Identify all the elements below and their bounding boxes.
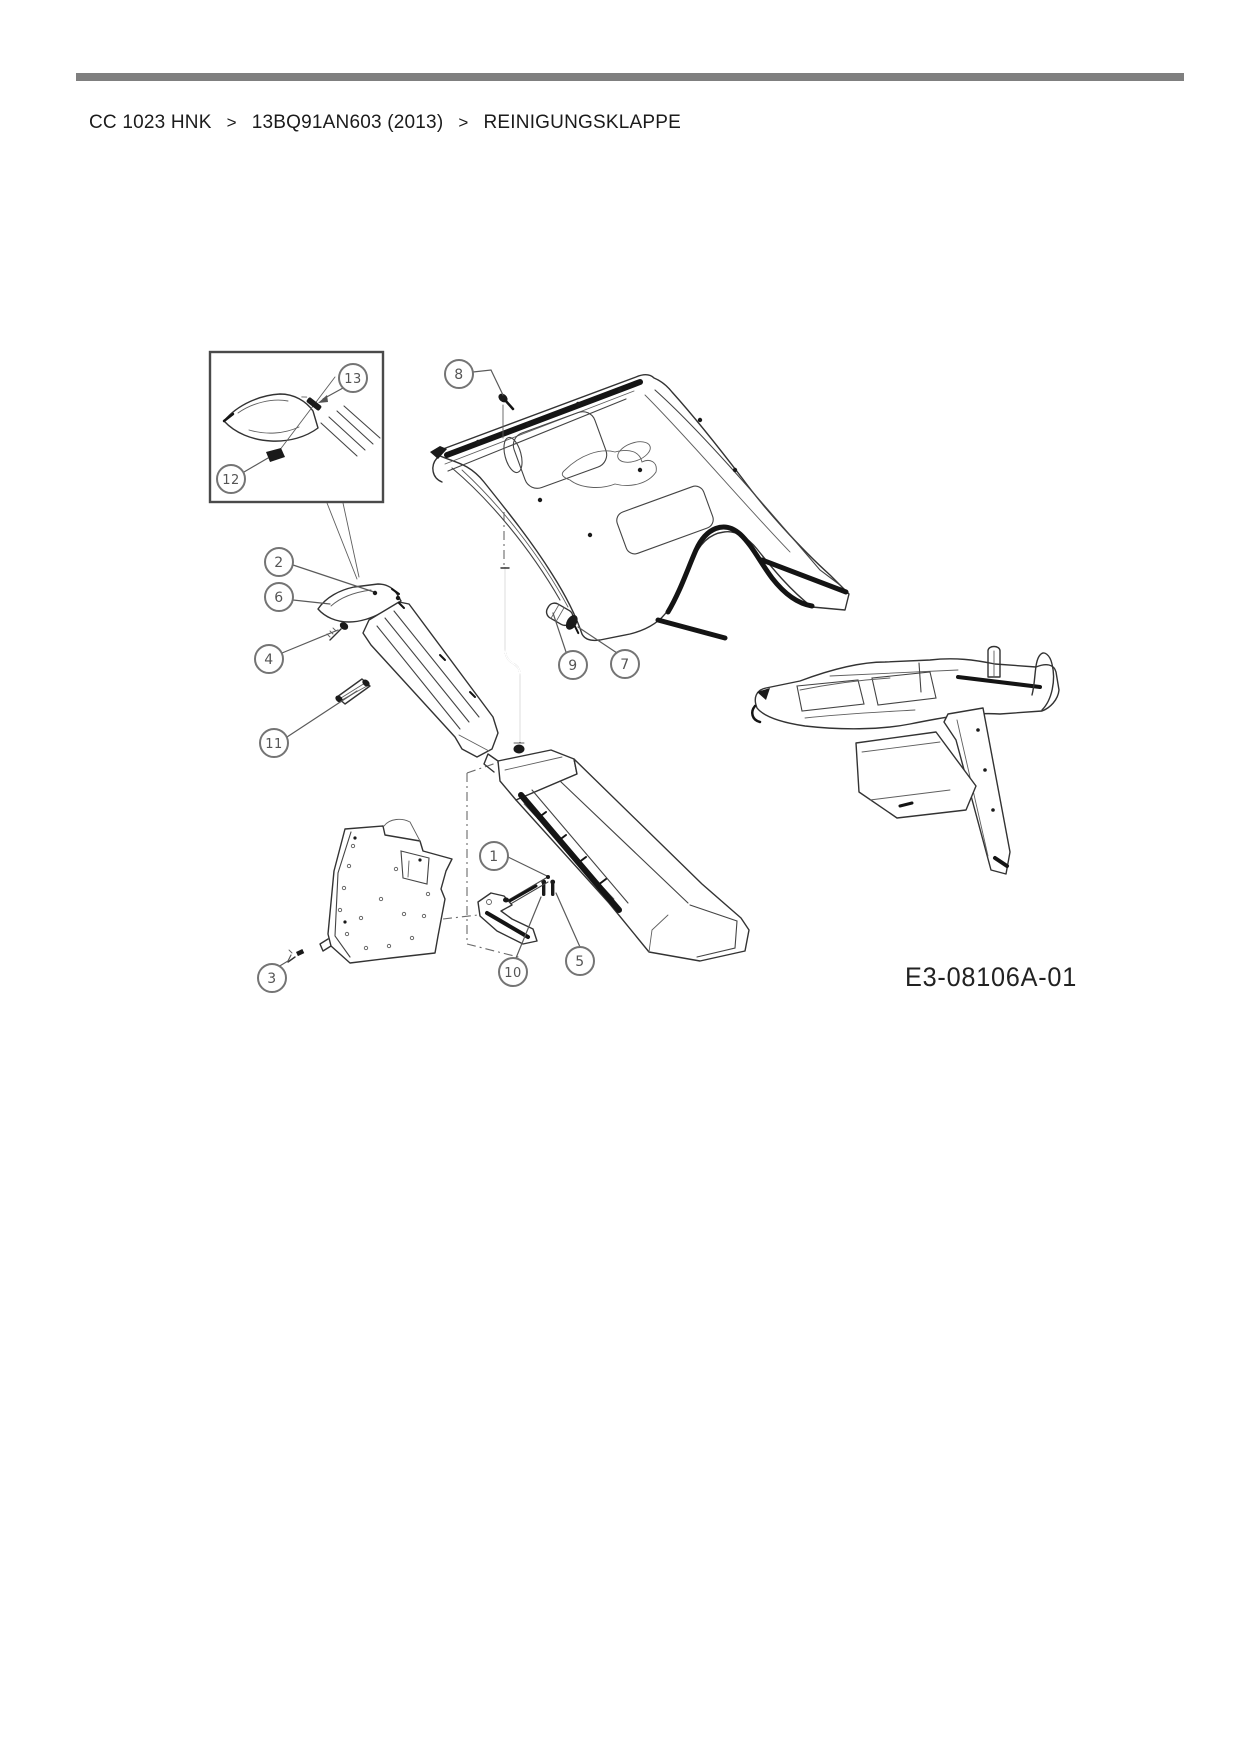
breadcrumb-item-assembly[interactable]: REINIGUNGSKLAPPE xyxy=(483,112,681,133)
left-fender-part xyxy=(318,584,498,757)
svg-text:12: 12 xyxy=(222,473,240,488)
callout-5 xyxy=(566,947,594,975)
svg-text:4: 4 xyxy=(264,652,274,668)
svg-text:3: 3 xyxy=(267,971,277,987)
breadcrumb-item-model[interactable]: CC 1023 HNK xyxy=(89,112,212,133)
breadcrumb-separator: > xyxy=(226,113,237,132)
svg-text:7: 7 xyxy=(620,657,630,673)
svg-text:8: 8 xyxy=(454,367,464,383)
breadcrumb-item-article[interactable]: 13BQ91AN603 (2013) xyxy=(251,112,444,133)
svg-text:5: 5 xyxy=(575,954,585,970)
callout-13 xyxy=(339,364,367,392)
lever-part-10 xyxy=(478,878,548,944)
strip-part-11 xyxy=(334,678,371,704)
callout-4 xyxy=(255,645,283,673)
rear-frame-part xyxy=(752,647,1059,875)
callout-7 xyxy=(611,650,639,678)
rod-part xyxy=(501,568,525,754)
svg-text:11: 11 xyxy=(265,737,283,752)
callout-10 xyxy=(499,958,527,986)
drawing-number: E3-08106A-01 xyxy=(905,962,1077,992)
callout-8 xyxy=(445,360,473,388)
svg-text:1: 1 xyxy=(489,849,499,865)
callout-1 xyxy=(480,842,508,870)
breadcrumb-separator: > xyxy=(458,113,469,132)
main-frame-part xyxy=(430,375,849,641)
callout-2 xyxy=(265,548,293,576)
callout-11 xyxy=(260,729,288,757)
callout-9 xyxy=(559,651,587,679)
side-panel-part xyxy=(320,819,452,963)
svg-text:13: 13 xyxy=(344,372,362,387)
svg-text:9: 9 xyxy=(568,658,578,674)
callout-3 xyxy=(258,964,286,992)
svg-text:6: 6 xyxy=(274,590,284,606)
callout-6 xyxy=(265,583,293,611)
callout-12 xyxy=(217,465,245,493)
screw-part-8 xyxy=(497,392,513,409)
svg-text:2: 2 xyxy=(274,555,284,571)
svg-text:10: 10 xyxy=(504,966,522,981)
